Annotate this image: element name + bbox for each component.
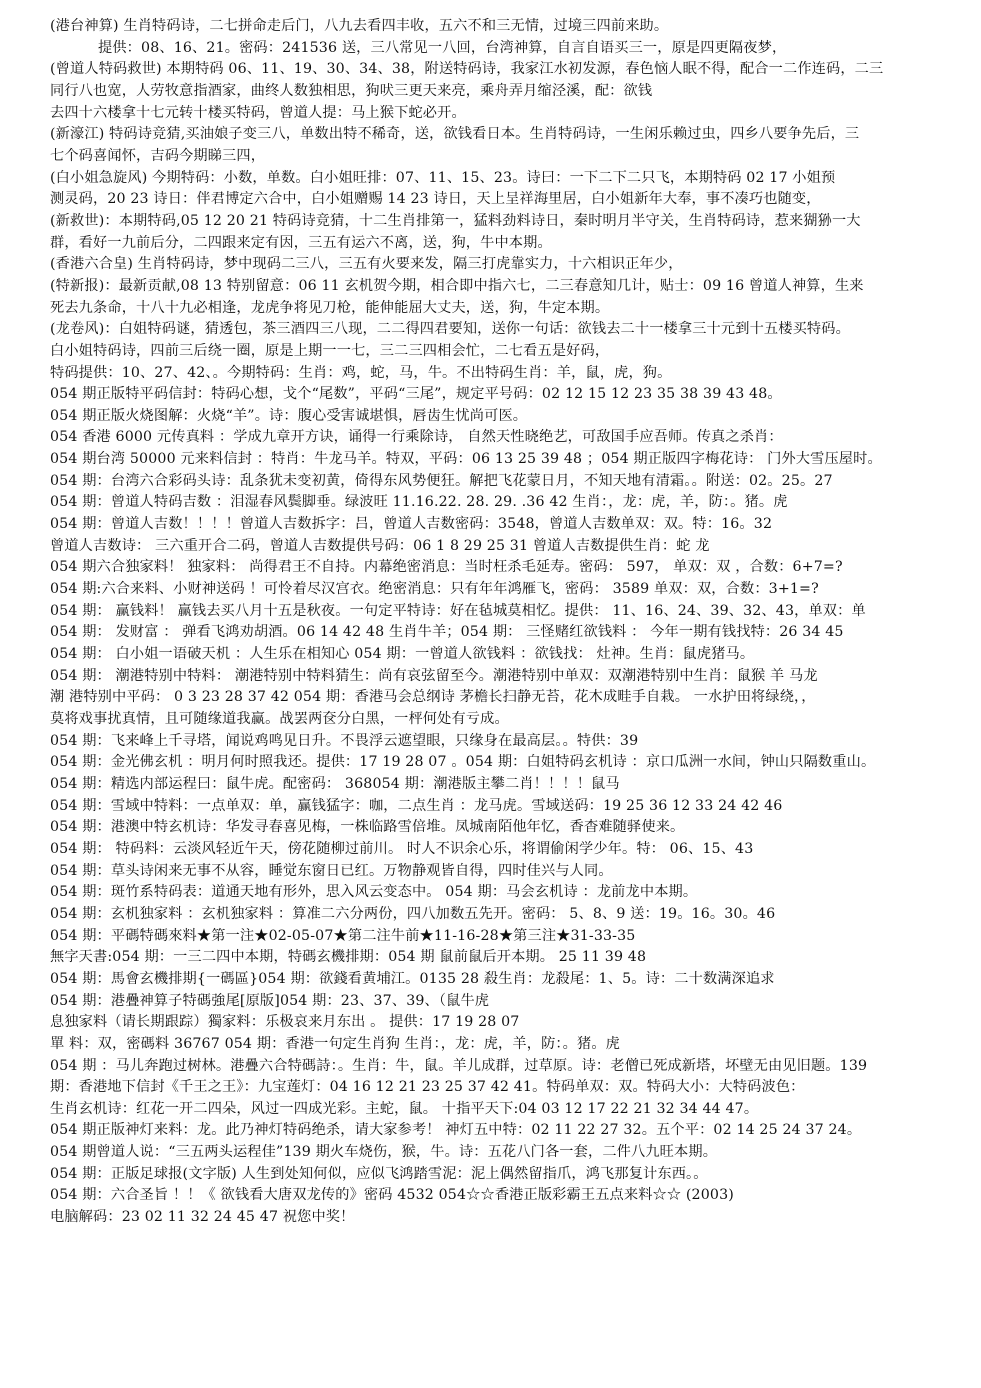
text-line: 电脑解码：23 02 11 32 24 45 47 祝您中奖！ [50,1209,355,1226]
text-line: 054 期：港疊神算子特碼強尾[原版]054 期：23、37、39、（鼠牛虎 [50,992,490,1009]
text-line: (特新报)：最新贡献,08 13 特别留意：06 11 玄机贺今期，相合即中指六七，二三春意知几计，贴士：09 16 曾道人神算，生来 [50,277,864,294]
text-line: 054 期： 潮港特别中特料： 潮港特别中特料猜生：尚有哀弦留至今。潮港特别中单双：双潮港特别中生肖：鼠猴 羊 马龙 [50,667,818,684]
text-line: 054 期：玄机独家料 ：玄机独家料 ：算准二六分两份，四八加数五先开。密码： 5、8、9 送：19。16。30。46 [50,905,776,922]
text-line: 054 期正版火烧图解：火烧“羊”。诗：腹心受害诚堪惧，唇齿生忧尚可医。 [50,407,528,424]
text-line: 去四十六楼拿十七元转十楼买特码，曾道人提：马上猴下蛇必开。 [50,104,466,121]
text-line: 054 期：馬會玄機排期{一碼區}054 期：欲錢看黄埔江。0135 28 殺生肖：龙殺尾：1、5。诗：二十数满深追求 [50,970,775,987]
text-line: (香港六合皇) 生肖特码诗，梦中现码二三八，三五有火要来发，隔三打虎靠实力，十六相识正年少， [50,256,683,273]
text-line: (龙卷风)：白姐特码谜，猜透包，茶三酒四三八现，二二得四君要知，送你一句话：欲钱去二十一楼拿三十元到十五楼买特码。 [50,321,850,338]
text-line: 054 期：精选内部运程曰：鼠牛虎。配密码： 368054 期：潮港版主攀二肖！！！！鼠马 [50,775,620,792]
text-line: (新濠江) 特码诗竞猜,买油娘子变三八，单数出特不稀奇，送，欲钱看日本。生肖特码诗，一生闲乐赖过虫，四乡八要争先后，三 [50,126,860,143]
text-line: 054 期： 赢钱料！ 赢钱去买八月十五是秋夜。一句定平特诗：好在毡城莫相忆。提供： 11、16、24、39、32、43，单双：单 [50,602,866,619]
text-line: 潮 港特别中平码： 0 3 23 28 37 42 054 期：香港马会总纲诗 茅檐长扫静无苔，花木成畦手自栽。 一水护田将绿绕，， [50,689,816,706]
text-line: 054 期：飞来峰上千寻塔，闻说鸡鸣见日升。不畏浮云遮望眼，只缘身在最高层。。特供：39 [50,732,639,749]
text-line: 054 期六合独家料！ 独家料： 尚得君王不自持。内幕绝密消息：当时枉杀毛延寿。密码： 597， 单双：双 ，合数：6+7=? [50,559,843,576]
text-line: 测灵码，20 23 诗日：伴君博定六合中，白小姐赠赐 14 23 诗日，天上呈祥海里居，白小姐新年大奉，事不凑巧也随变， [50,191,821,208]
text-line: 同行八也宽，人劳牧意指酒家，曲终人数独相思，狗吠三更天来亮，乘舟弄月缩泾溪，配：欲钱 [50,82,653,99]
text-line: 期：香港地下信封《千王之王》：九宝莲灯：04 16 12 21 23 25 37 42 41。特码单双：双。特码大小：大特码波色： [50,1079,805,1096]
text-line: 054 期： 发财富 ： 弹看飞鸿劝胡酒。06 14 42 48 生肖牛羊；054 期： 三怪赌红欲钱料 ： 今年一期有钱找特：26 34 45 [50,624,844,641]
text-line: 054 期：台湾六合彩码头诗：乱条犹未变初黄，倚得东风势便狂。解把飞花蒙日月，不知天地有清霜。。附送：02。25。27 [50,472,833,489]
text-line: 提供：08、16、21。密码：241536 送，三八常见一八回，台湾神算，自言自语买三一，原是四更隔夜梦， [98,39,787,56]
text-line: 莫将戏事扰真情，且可随缘道我赢。战罢两奁分白黑，一枰何处有亏成。 [50,711,509,727]
text-line: 054 期台湾 50000 元来料信封 ：特肖：牛龙马羊。特双，平码：06 13 25 39 48 ；054 期正版四字梅花诗： 门外大雪压屋时。 [50,451,882,468]
text-line: 白小姐特码诗，四前三后绕一圈，原是上期一一七，三二三四相会忙，二七看五是好码， [50,342,610,359]
text-line: 054 期：草头诗闲来无事不从容，睡觉东窗日已红。万物静观皆自得，四时佳兴与人同。 [50,862,613,879]
text-line: 054 期曾道人说：“三五两头运程佳”139 期火车烧伤，猴，牛。诗：五花八门各一套，二件八九旺本期。 [50,1144,718,1161]
text-line: 054 期： 特码料：云淡风轻近午天，傍花随柳过前川。 时人不识余心乐，将谓偷闲学少年。特： 06、15、43 [50,840,754,857]
text-line: 七个码喜闻怀，吉码今期睇三四， [50,147,266,164]
text-line: 054 期:六合来料、小财神送码 ！可怜着尽汉宫衣。绝密消息：只有年年鸿雁飞，密码： 3589 单双：双，合数：3+1=? [50,581,819,598]
text-line: 054 香港 6000 元传真料 ：学成九章开方诀，诵得一行乘除诗， 自然天性晓绝艺，可敌国手应吾师。传真之杀肖： [50,429,783,446]
text-line: 單 料：双，密碼料 36767 054 期：香港一句定生肖狗 生肖：，龙：虎，羊，防：。猪。虎 [50,1035,620,1052]
text-line: 054 期正版神灯来料：龙。此乃神灯特码绝杀，请大家参考！ 神灯五中特：02 11 22 27 32。五个平：02 14 25 24 37 24。 [50,1122,862,1139]
text-line: (新救世)：本期特码,05 12 20 21 特码诗竞猜，十二生肖排第一，猛料劲料诗日，秦时明月半守关，生肖特码诗，惹来猢狲一大 [50,212,861,229]
text-line: 054 期：正版足球报(文字版) 人生到处知何似，应似飞鸿踏雪泥：泥上偶然留指爪，鸿飞那复计东西。。 [50,1165,708,1182]
text-line: 054 期：曾道人特码吉数 ：泪湿春风鬓脚垂。绿波旺 11.16.22. 28. 29. .36 42 生肖：，龙：虎，羊，防：。猪。虎 [50,494,788,511]
text-line: (白小姐急旋风) 今期特码：小数，单数。白小姐旺排：07、11、15、23。诗曰：一下二下二只飞，本期特码 02 17 小姐预 [50,169,836,186]
text-line: 特码提供：10、27、42、。今期特码：生肖：鸡，蛇，马，牛。不出特码生肖：羊，鼠，虎，狗。 [50,364,672,381]
text-line: 054 期正版特平码信封：特码心想，戈个“尾数”，平码“三尾”，规定平号码：02 12 15 12 23 35 38 39 43 48。 [50,386,782,403]
text-line: (港台神算) 生肖特码诗，二七拼命走后门，八九去看四丰收，五六不和三无情，过境三四前来助。 [50,18,669,34]
text-line: 054 期：港澳中特玄机诗：华发寻春喜见梅，一株临路雪倍堆。凤城南陌他年忆，香杳难随驿使来。 [50,819,685,836]
text-line: 息独家料（请长期跟踪）獨家料：乐极哀来月东出 。 提供：17 19 28 07 [50,1014,520,1031]
text-line: 054 期 ：马儿奔跑过树林。港疊六合特碼詩：。生肖：牛，鼠。羊儿成群，过草原。诗：老僧已死成新塔，坏壁无由见旧题。139 [50,1057,868,1074]
text-line: 曾道人吉数诗： 三六重开合二码，曾道人吉数提供号码：06 1 8 29 25 31 曾道人吉数提供生肖：蛇 龙 [50,537,710,554]
text-line: 054 期：斑竹系特码表：道通天地有形外，思入风云变态中。 054 期：马会玄机诗 ：龙前龙中本期。 [50,884,698,901]
text-line: 群，看好一九前后分，二四跟来定有因，三五有运六不离，送，狗，牛中本期。 [50,234,552,251]
text-line: 054 期：雪域中特料：一点单双：单，赢钱猛字：咖，二点生肖 ：龙马虎。雪域送码：19 25 36 12 33 24 42 46 [50,797,783,814]
text-line: 054 期：曾道人吉数！！！！曾道人吉数拆字：吕，曾道人吉数密码：3548，曾道人吉数单双：双。特：16。32 [50,516,773,533]
text-line: 054 期：平碼特碼來料★第一注★02-05-07★第二注牛前★11-16-28★第三注★31-33-35 [50,927,636,944]
text-line: 054 期： 白小姐一语破天机 ：人生乐在相知心 054 期：一曾道人欲钱料 ：欲钱找： 灶神。生肖：鼠虎猪马。 [50,646,755,663]
text-line: 054 期：六合圣旨 ！！《 欲钱看大唐双龙传的》密码 4532 054☆☆香港正版彩霸王五点来料☆☆ (2003) [50,1187,734,1204]
text-line: 死去九条命，十八十九必相逢，龙虎争将见刀枪，能伸能屈大丈夫，送，狗，牛定本期。 [50,299,610,316]
text-line: 054 期：金光佛玄机 ：明月何时照我还。提供：17 19 28 07 。054 期：白姐特码玄机诗 ：京口瓜洲一水间，钟山只隔数重山。 [50,754,876,771]
text-line: 生肖玄机诗：红花一开二四朵，风过一四成光彩。主蛇，鼠。 十指平天下:04 03 12 17 22 21 32 34 44 47。 [50,1100,759,1117]
text-line: (曾道人特码救世) 本期特码 06、11、19、30、34、38，附送特码诗，我家江水初发源，春色恼人眠不得，配合一二作连码，二三 [50,61,884,78]
text-line: 無字天書:054 期：一三二四中本期，特碼玄機排期：054 期 鼠前鼠后开本期。 25 11 39 48 [50,949,647,966]
